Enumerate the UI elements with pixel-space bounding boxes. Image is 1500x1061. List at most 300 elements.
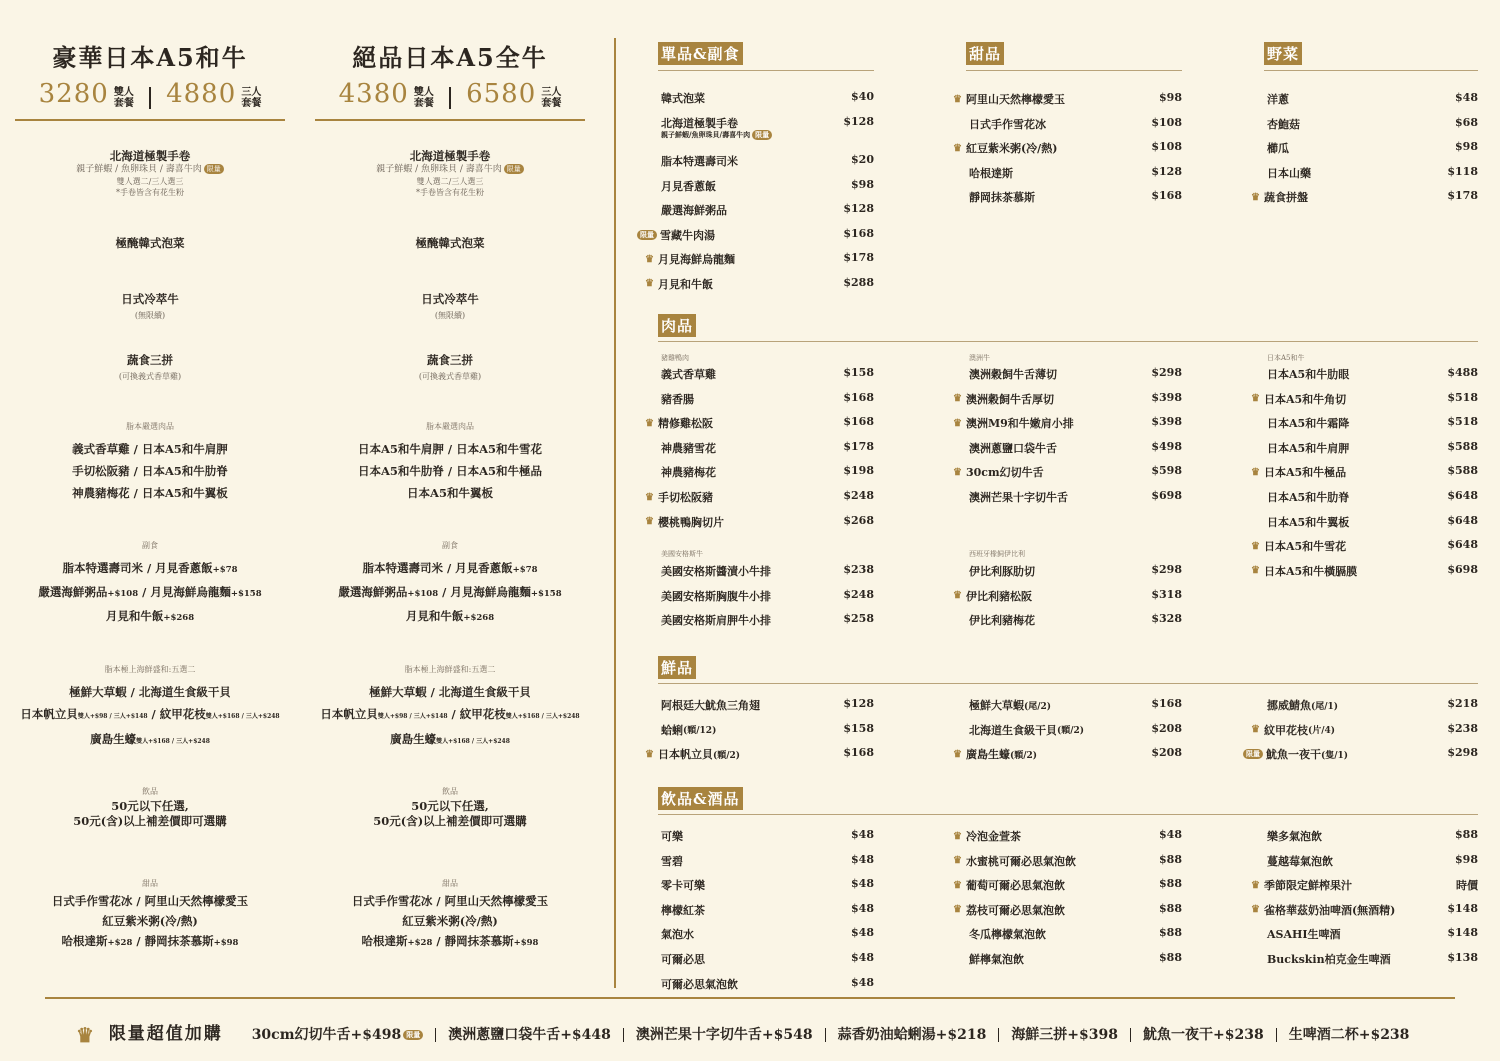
menu-item: [1267, 828, 1478, 844]
veg-note: (可換義式香草雞): [418, 372, 482, 381]
item-price: $88: [1159, 852, 1182, 866]
seafood-line: 極鮮大草蝦 / 北海道生食級干貝: [369, 685, 531, 699]
item-name: 阿根廷大魷魚三角翅: [661, 699, 760, 712]
set2-price3: 6580: [466, 79, 537, 109]
label-trio: 三人: [541, 86, 562, 98]
item-note: [661, 130, 772, 140]
menu-item: [661, 391, 874, 407]
set2-dessert: [315, 878, 585, 953]
crown-icon: ♛: [645, 417, 654, 429]
menu-item: [1267, 514, 1478, 530]
kimchi: 極醃韓式泡菜: [115, 236, 185, 250]
crown-icon: ♛: [1251, 466, 1260, 478]
menu-item: [661, 828, 874, 844]
handroll-note: *手卷皆含有花生粉: [416, 187, 484, 197]
item-name: 日本A5和牛翼板: [1267, 515, 1350, 529]
menu-item: [1251, 562, 1478, 579]
item-name: 精修雞松阪: [657, 417, 713, 431]
footer-addon-item: 海鮮三拼+$398: [1011, 1027, 1119, 1043]
item-price: $288: [843, 275, 874, 289]
menu-item: [645, 746, 874, 762]
side-line: 脂本特選壽司米 / 月見香蔥飯: [62, 561, 213, 575]
seafood-line: 日本帆立貝: [320, 707, 378, 721]
item-unit: (隻/1): [1321, 750, 1349, 761]
item-name: 日本A5和牛肩胛: [1267, 441, 1350, 455]
label-set: 套餐: [113, 97, 134, 109]
divider: [825, 1028, 826, 1042]
item-name: 極鮮大草蝦: [969, 699, 1024, 712]
handroll-title: 北海道極製手卷: [109, 149, 191, 163]
item-price: $98: [1159, 91, 1182, 104]
drinks-line: 50元(含)以上補差價即可選購: [73, 814, 227, 828]
menu-item: [640, 226, 874, 243]
side-line: / 月見海鮮烏龍麵: [138, 585, 231, 599]
item-name: 零卡可樂: [661, 879, 705, 893]
limited-badge: 限量: [637, 230, 657, 240]
set1-title: 豪華日本A5和牛: [52, 43, 248, 72]
item-name: 日本A5和牛肋眼: [1267, 368, 1350, 381]
menu-item: [969, 926, 1182, 942]
item-name: 日本A5和牛橫膈膜: [1263, 564, 1358, 578]
item-price: $68: [1455, 115, 1478, 129]
item-price: $498: [1151, 439, 1182, 453]
addon-price: +$268: [163, 613, 195, 623]
seafood-line: 廣島生蠔: [390, 732, 437, 746]
footer-addon-item: 蒜香奶油蛤蜊湯+$218: [837, 1027, 987, 1043]
item-price: $648: [1447, 489, 1478, 502]
menu-item: [661, 612, 874, 628]
item-price: $108: [1151, 115, 1182, 129]
set-menu-2: [315, 38, 585, 109]
set2-coldbrew: [315, 288, 585, 321]
refill-note: (無限續): [134, 311, 166, 320]
item-name: 伊比利豚肋切: [969, 565, 1035, 578]
menu-item: [953, 91, 1182, 107]
veg-trio: 蔬食三拼: [427, 353, 473, 367]
dessert-line: 哈根達斯: [361, 934, 408, 948]
item-price: $48: [851, 975, 874, 989]
crown-icon: ♛: [953, 748, 962, 760]
item-price: $128: [843, 202, 874, 215]
menu-item: [953, 877, 1182, 893]
crown-icon: ♛: [645, 491, 654, 503]
meat-line: 神農豬梅花 / 日本A5和牛翼板: [72, 486, 228, 500]
divider: [623, 1028, 624, 1042]
column-divider: [614, 38, 616, 988]
item-price: $178: [843, 439, 874, 453]
set2-sides: [315, 540, 585, 629]
addon-price: +$108: [407, 589, 439, 599]
set1-prices: [15, 79, 285, 109]
item-name: 雀格華茲奶油啤酒(無酒精): [1263, 903, 1396, 917]
item-price: $48: [851, 926, 874, 940]
menu-item: [1267, 165, 1478, 181]
divider: [658, 683, 1478, 684]
item-name: 日本A5和牛肋脊: [1267, 491, 1350, 504]
set2-title: 絕品日本A5全牛: [352, 43, 548, 72]
footer-addon-item: 魷魚一夜干+$238: [1143, 1027, 1264, 1043]
item-name: 澳洲M9和牛嫩肩小排: [965, 417, 1074, 431]
crown-icon: ♛: [953, 879, 962, 891]
meat-label: 脂本嚴選肉品: [426, 422, 474, 431]
item-unit: (顆/12): [683, 726, 717, 737]
label-set: 套餐: [413, 97, 434, 109]
item-price: $128: [1151, 164, 1182, 178]
item-name: 紅豆紫米粥(冷/熱): [965, 142, 1058, 156]
menu-item: [969, 165, 1182, 181]
crown-icon: ♛: [953, 904, 962, 916]
menu-item: [969, 951, 1182, 967]
section-seafood-header: 鮮品: [658, 656, 696, 679]
menu-item: [661, 178, 874, 194]
divider: [15, 119, 285, 121]
addon-price: 雙人+$98 / 三人+$148: [77, 713, 148, 720]
item-unit: (尾/1): [1311, 701, 1339, 712]
set2-prices: [315, 79, 585, 109]
item-price: $648: [1447, 513, 1478, 527]
item-price: $268: [843, 513, 874, 527]
handroll-choice: 雙人選二/三人選三: [116, 176, 184, 186]
item-name: 日本A5和牛霜降: [1267, 417, 1350, 431]
item-price: $248: [843, 489, 874, 502]
item-price: $238: [1447, 721, 1478, 735]
item-name: 日本帆立貝: [657, 748, 713, 762]
item-name: 神農豬雪花: [661, 441, 716, 455]
item-price: $598: [1151, 464, 1182, 478]
drinks-line: 50元以下任選,: [411, 799, 489, 813]
set2-handroll: [315, 148, 585, 198]
set1-drinks: [15, 786, 285, 829]
addon-price: +$78: [212, 565, 238, 575]
footer-addon-item: 30cm幻切牛舌+$498: [251, 1027, 402, 1043]
item-name: ASAHI生啤酒: [1267, 928, 1341, 942]
item-name: 澳洲穀飼牛舌厚切: [965, 392, 1054, 406]
set2-meats: [315, 421, 585, 504]
item-unit: (顆/2): [1057, 726, 1085, 737]
set1-coldbrew: [15, 288, 285, 321]
angus-caption: 美國安格斯牛: [661, 550, 703, 558]
handroll-options: 親子鮮蝦 / 魚卵珠貝 / 壽喜牛肉: [76, 164, 202, 175]
meat-label: 脂本嚴選肉品: [126, 422, 174, 431]
kimchi: 極醃韓式泡菜: [415, 236, 485, 250]
item-note-text: 親子鮮蝦/魚卵珠貝/壽喜牛肉: [661, 129, 751, 139]
cold-beef: 日式冷萃牛: [121, 292, 179, 306]
menu-item: [661, 976, 874, 992]
menu-item: [645, 251, 874, 267]
item-name: 嚴選海鮮粥品: [661, 204, 727, 217]
item-name: 魷魚一夜干: [1266, 748, 1321, 762]
item-name: 美國安格斯肩胛牛小排: [661, 614, 771, 628]
item-name: 脂本特選壽司米: [661, 155, 738, 168]
addon-price: 雙人+$168 / 三人+$248: [205, 713, 280, 720]
crown-icon: ♛: [953, 93, 962, 105]
item-name: 阿里山天然檸檬愛玉: [965, 93, 1065, 106]
set2-seafood: [315, 664, 585, 753]
divider: [149, 87, 151, 109]
item-name: 冬瓜檸檬氣泡飲: [969, 928, 1046, 942]
section-veg-header: 野菜: [1264, 42, 1302, 65]
item-price: $138: [1447, 951, 1478, 964]
menu-item: [661, 90, 874, 106]
crown-icon: ♛: [953, 142, 962, 154]
item-name: 葡萄可爾必思氣泡飲: [965, 879, 1065, 893]
section-drinks-header: 飲品&酒品: [658, 787, 743, 810]
item-name: 氣泡水: [661, 928, 694, 942]
dessert-line: 日式手作雪花冰 / 阿里山天然檸檬愛玉: [351, 894, 549, 908]
addon-price: +$28: [107, 938, 133, 948]
sides-label: 副食: [142, 541, 158, 550]
menu-item: [645, 275, 874, 292]
addon-price: +$78: [512, 565, 538, 575]
menu-item: [969, 563, 1182, 579]
item-name: 蛤蜊: [661, 723, 683, 737]
item-name: 樂多氣泡飲: [1267, 830, 1322, 843]
label-set: 套餐: [241, 97, 262, 109]
item-name: 豬香腸: [661, 392, 694, 406]
menu-item: [1267, 951, 1478, 967]
menu-item: [645, 513, 874, 530]
item-name: 可爾必思: [661, 953, 705, 966]
menu-item: [661, 951, 874, 967]
item-price: $698: [1447, 562, 1478, 576]
item-name: 日本A5和牛極品: [1263, 466, 1347, 480]
item-price: $318: [1151, 587, 1182, 601]
crown-icon: ♛: [1251, 724, 1260, 736]
crown-icon: ♛: [645, 253, 654, 265]
crown-icon: ♛: [1251, 879, 1260, 891]
divider: [658, 70, 874, 71]
menu-item: [661, 202, 874, 218]
item-name: 靜岡抹茶慕斯: [969, 191, 1035, 205]
seafood-line: 極鮮大草蝦 / 北海道生食級干貝: [69, 685, 231, 699]
item-name: 鮮檸氣泡飲: [969, 953, 1024, 966]
set2-veg: [315, 349, 585, 382]
item-price: $128: [843, 697, 874, 710]
item-price: $218: [1447, 697, 1478, 710]
divider: [1276, 1028, 1277, 1042]
menu-item: [661, 877, 874, 893]
item-price: $648: [1447, 538, 1478, 552]
item-price: $248: [843, 587, 874, 601]
item-price: $148: [1447, 926, 1478, 940]
menu-item: [1251, 538, 1478, 554]
item-name: 北海道生食級干貝: [969, 723, 1057, 737]
footer-items: [252, 1027, 1410, 1043]
item-name: 挪威鯖魚: [1267, 699, 1311, 712]
item-name: 冷泡金萱茶: [965, 830, 1021, 843]
item-price: $298: [1151, 563, 1182, 576]
divider: [998, 1028, 999, 1042]
item-unit: (片/4): [1307, 726, 1336, 737]
item-price: $48: [1455, 91, 1478, 104]
section-single-header: 單品&副食: [658, 42, 743, 65]
set2-kimchi: [315, 232, 585, 254]
addon-price: +$158: [230, 589, 262, 599]
crown-icon: ♛: [953, 590, 962, 602]
item-name: 蔓越莓氣泡飲: [1267, 854, 1333, 868]
item-price: $398: [1151, 415, 1182, 429]
item-price: $158: [843, 366, 874, 379]
item-price: $588: [1447, 464, 1478, 478]
item-name: 可爾必思氣泡飲: [661, 977, 738, 991]
handroll-title: 北海道極製手卷: [409, 149, 491, 163]
seafood-line: 廣島生蠔: [90, 732, 137, 746]
item-price: $518: [1447, 415, 1478, 429]
item-name: 洋蔥: [1267, 93, 1289, 106]
item-name: 水蜜桃可爾必思氣泡飲: [965, 854, 1076, 868]
limited-badge: 限量: [752, 130, 772, 140]
item-name: 澳洲穀飼牛舌薄切: [969, 368, 1057, 381]
crown-icon: ♛: [953, 830, 962, 842]
item-name: 美國安格斯醬漬小牛排: [661, 565, 771, 578]
menu-item: [661, 153, 874, 169]
item-price: $48: [1159, 828, 1182, 841]
side-line: 脂本特選壽司米 / 月見香蔥飯: [362, 561, 513, 575]
menu-item: [1267, 140, 1478, 156]
menu-item: [969, 722, 1182, 738]
addon-price: +$98: [513, 938, 539, 948]
item-price: $258: [843, 612, 874, 626]
item-price: $518: [1447, 390, 1478, 404]
item-price: $168: [1151, 189, 1182, 203]
label-duo: 雙人: [113, 86, 134, 98]
meat-line: 日本A5和牛翼板: [407, 486, 493, 500]
menu-item: [1251, 721, 1478, 738]
set1-dessert: [15, 878, 285, 953]
item-price: $48: [851, 852, 874, 866]
item-price: $88: [1455, 828, 1478, 841]
dessert-label: 甜品: [442, 879, 458, 888]
side-line: 月見和牛飯: [105, 609, 164, 623]
menu-item: [1267, 415, 1478, 431]
footer-title: 限量超值加購: [108, 1024, 223, 1044]
limited-badge: 限量: [1243, 749, 1263, 759]
menu-item: [953, 464, 1182, 480]
cold-beef: 日式冷萃牛: [421, 292, 479, 306]
item-name: 可樂: [661, 830, 683, 843]
handroll-note: *手卷皆含有花生粉: [116, 187, 184, 197]
dessert-line: 哈根達斯: [61, 934, 108, 948]
item-price: $588: [1447, 439, 1478, 453]
set2-price2: 4380: [338, 79, 409, 109]
item-name: 檸檬紅茶: [661, 903, 705, 917]
crown-icon: ♛: [1251, 191, 1260, 203]
menu-item: [953, 390, 1182, 407]
menu-item: [953, 415, 1182, 431]
menu-item: [969, 366, 1182, 382]
item-price: $178: [843, 251, 874, 264]
label-duo: 雙人: [413, 86, 434, 98]
item-name: 月見香蔥飯: [661, 179, 716, 193]
item-price: $168: [843, 226, 874, 240]
item-price: $148: [1447, 901, 1478, 915]
menu-item: [1246, 746, 1478, 762]
menu-item: [953, 140, 1182, 156]
drinks-line: 50元(含)以上補差價即可選購: [373, 814, 527, 828]
limited-badge: 限量: [204, 164, 224, 174]
menu-item: [1251, 901, 1478, 918]
addon-price: +$98: [213, 938, 239, 948]
item-price: $48: [851, 828, 874, 841]
item-name: 日本A5和牛雪花: [1263, 540, 1347, 554]
menu-item: [661, 464, 874, 480]
item-name: 澳洲蔥鹽口袋牛舌: [969, 441, 1057, 455]
footer-addon-item: 澳洲蔥鹽口袋牛舌+$448: [448, 1027, 611, 1043]
item-price: $88: [1159, 877, 1182, 891]
menu-item: [1267, 440, 1478, 456]
menu-item: [1267, 489, 1478, 505]
addon-price: +$108: [107, 589, 139, 599]
menu-item: [661, 926, 874, 942]
crown-icon: ♛: [645, 278, 654, 289]
side-line: 嚴選海鮮粥品: [338, 585, 408, 599]
item-price: $20: [851, 153, 874, 166]
section-meat-header: 肉品: [658, 314, 696, 337]
item-name: 手切松阪豬: [657, 491, 713, 504]
item-price: $48: [851, 951, 874, 964]
item-name: 季節限定鮮榨果汁: [1263, 879, 1352, 893]
iberico-caption: 西班牙橡飼伊比利: [969, 550, 1025, 558]
item-name: 雪碧: [661, 854, 683, 868]
menu-item: [661, 440, 874, 456]
item-name: 哈根達斯: [969, 166, 1013, 180]
menu-item: [1251, 877, 1478, 893]
item-price: $208: [1151, 721, 1182, 735]
divider: [966, 70, 1182, 71]
drinks-label: 飲品: [142, 787, 158, 796]
item-name: 北海道極製手卷: [661, 116, 738, 130]
addon-price: +$268: [463, 613, 495, 623]
item-name: Buckskin柏克金生啤酒: [1267, 953, 1391, 966]
item-price: $698: [1151, 489, 1182, 502]
divider: [658, 341, 1478, 342]
item-price: $298: [1447, 746, 1478, 760]
set1-kimchi: [15, 232, 285, 254]
footer-addons: [76, 1019, 1409, 1047]
menu-item: [953, 746, 1182, 762]
divider: [658, 814, 1478, 815]
set1-price3: 4880: [166, 79, 237, 109]
dessert-line: 紅豆紫米粥(冷/熱): [402, 914, 498, 928]
crown-icon: ♛: [1251, 565, 1260, 577]
menu-item: [953, 587, 1182, 604]
item-name: 日本山藥: [1267, 166, 1311, 180]
menu-item: [969, 489, 1182, 505]
seafood-line: / 紋甲花枝: [447, 707, 506, 721]
menu-item: [661, 563, 874, 579]
drinks-line: 50元以下任選,: [111, 799, 189, 813]
item-price: $168: [843, 746, 874, 760]
divider: [1130, 1028, 1131, 1042]
menu-item: [1267, 853, 1478, 869]
menu-item: [1267, 926, 1478, 942]
meat-line: 日本A5和牛肩胛 / 日本A5和牛雪花: [357, 442, 543, 456]
item-name: 雪藏牛肉湯: [660, 228, 715, 242]
item-name: 日式手作雪花冰: [969, 117, 1046, 131]
item-name: 杏鮑菇: [1267, 117, 1300, 131]
handroll-options: 親子鮮蝦 / 魚卵珠貝 / 壽喜牛肉: [376, 164, 502, 175]
item-price: $118: [1447, 164, 1478, 178]
crown-icon: ♛: [953, 417, 962, 429]
menu-item: [645, 489, 874, 505]
item-price: $88: [1159, 901, 1182, 915]
aus-caption: 澳洲牛: [969, 354, 990, 362]
item-name: 美國安格斯胸腹牛小排: [661, 589, 771, 603]
item-name: 神農豬梅花: [661, 466, 716, 480]
item-name: 紋甲花枝: [1263, 723, 1308, 737]
item-price: $98: [1455, 852, 1478, 866]
section-dessert-header: 甜品: [966, 42, 1004, 65]
